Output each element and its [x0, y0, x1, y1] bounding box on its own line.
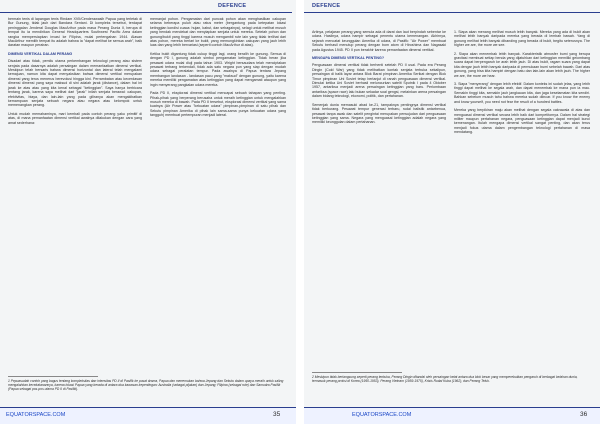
left-page: [0, 0, 296, 424]
right-column-1: [312, 30, 446, 129]
paragraph: memanjat pohon. Pengamatan dari puncak pohon akan menghasilkan cakupan selama beberapa puluh atau ratus meter (bergantung pada ketepatan lokasi ketinggian kondisi cuaca: hujan, kabut, dan sebagainya), selagi untuk melihat musuh yang hendak mendekat dan menyiapkan senjata untuk mereka. Setelah pohon dan gunung/bukit yang tinggi karena musuh mengambil rute lain yang tidak terlihat dari atas pohon, mereka berlari ke bukit, yang memungkinkan cakupan yang jauh lebih luas dan yang lebih bervariasi (seperti contoh MacArthur di atas).: [150, 17, 286, 48]
header-rule: [304, 12, 600, 13]
page-number: 36: [580, 411, 588, 418]
paragraph: Mereka yang berpikiran maju akan melihat dengan segala cakrawala di atas dan menguasai dimensi vertikal secara lebih baik dari kompetitornya. Dalam hal strategi militer maupun pertahanan negara, penguasaan ketinggian dapat menjadi kunci kemenangan. Itulah mengapa dimensi vertikal sangat penting, dan akan terus menjadi fokus utama dalam pengembangan teknologi pertahanan di masa mendatang.: [454, 108, 590, 135]
section-title: DEFENCE: [218, 3, 247, 9]
paragraph: Pada PD II, eksplorasi dimensi vertikal mencapai sebuah tahapan yang penting. Pihak-pihak yang berperang berusaha untuk meraih ketinggian untuk mengalahkan musuh mereka di bawah. Pada PD II tersebut, eksplorasi dimensi vertikal yang sama kuatnya (Air Power atau "kekuatan udara" pimpinan-pimpinan di satu pihak dan Sekutu pimpinan Amerika di pihak lain sama-sama punya kekuatan udara yang tangguh) membuat pertempuran menjadi lateral.: [150, 91, 286, 118]
page-gutter: [296, 0, 304, 424]
site-link[interactable]: EQUATORSPACE.COM: [352, 412, 412, 418]
footnote-rule: [8, 376, 98, 377]
right-page-header: [304, 0, 600, 14]
footnote: 2 Meskipun tidak berlangsung seperti perang terbuka, Perang Dingin ditandai oleh persaingan ketat antara dua blok besar yang memperebutkan pengaruh di berbagai belahan dunia, termasuk perang proksi di Korea (1950-1953), Perang Vietnam (1959-1975), Krisis Rudal Kuba (1962), dan Perang Teluk.: [312, 375, 578, 384]
paragraph: Untuk mudah memahaminya, mari kembali pada contoh perang yaku primitif di atas, di mana pemanfaatan dimensi vertikal awalnya dilakukan dengan cara yang amat sederhana:: [8, 111, 142, 125]
header-rule: [0, 12, 292, 13]
left-page-header: [0, 0, 296, 14]
paragraph: Artinya, pelajaran perang yang semula ada di darat dan laut berpindah sebentar ke udara. Hasilnya, udara hampir sebagai penentu utama kemenangan. Akhirnya, sejarah mencatat keunggulan Amerika di udara, di Pasifik: "Air Power" membuat Sekutu berhasil menutup perang dengan bom atom di Hiroshima dan Nagasaki pada Agustus 1945. PD II pun berakhir karena pemanfaatan dimensi vertikal.: [312, 30, 446, 52]
paragraph: Semenjak dunia memasuki abad ke-21, tampaknya pentingnya dimensi vertikal tidak berkurang. Pesawat tempur generasi terbaru, rudal balistik antarbenua, pesawat tanpa awak dan satelit pengintai merupakan perwujudan dari penguasaan ketinggian yang sama. Negara yang menguasai ketinggian adalah negara yang memiliki keunggulan dalam pertahanan.: [312, 102, 446, 125]
paragraph: Disadari atau tidak, pemilu utama perkembangan teknologi perang atau sistem senjata pada dasarnya adalah persaingan dalam memanfaatkan dimensi vertikal. Meskipun telah bersaris bahwa dimensi horizontal dan lateral telah mengalami kemajuan, namun kita dapat menyaksikan bahwa dimensi vertikal merupakan dimensi yang terus menerus berevolusi hingga kini. Perrambatan atau kecerdasan dimensi dimensi yang saya maksud di sini adalah jarak (distance), dalam hal ini jarak ke atas atau yang kita kenal sebagai "ketinggian". Saya hanya berbicara tentang jarak, karena saya melihat dari "jarak" inilah senjata berawal: cakupan, efektivitas, biaya, dan lain-lain yang pada giliranya akan mengakibatkan kemampuan senjata sebuah negara atau negara atau kelompok untuk memenangkan perang.: [8, 59, 142, 108]
right-page-footer: [304, 407, 600, 424]
footnote: 1 Pepuasudah contoh yang bagus tentang kompleksitas dan intensitas PD II di Pasifik ke pusat drama, Papua dan menemukan bahwa Jepang dan Sekutu dalam upaya meraih untuk saling mengalahkan kecekatanannya, karena lokasi Papua yang berada di antara dua kawasan kepentingan: Australia (sebagai pijakan) dan Jepang; Filipina (sebagai rute) dan Samudra Pasifik (Papua sebagai pos-pos utama PD II di Pasifik).: [8, 379, 284, 392]
left-page-footer: [0, 407, 296, 424]
section-heading: DIMENSI VERTIKAL DALAM PERANG: [8, 51, 73, 56]
section-heading: MENGAPA DIMENSI VERTIKAL PENTING?: [312, 56, 385, 61]
paragraph: 1. Siapa akan menang melihat musuh lebih banyak. Mereka yang ada di bukit akan melihat lebih banyak daripada mereka yang berada di lembah bawah. Yang di gunung melihat lebih banyak dibanding yang berada di bukit, begitu seterusnya. The higher we are, the more we see.: [454, 30, 590, 48]
paragraph: Ketika bukit digantung tidak cukup tinggi lagi, orang beralih ke gunung. Semua di dengan PD I, gunung adalah simbol pengamatan ketinggian. Tidak heran jika pesawat udara mulai diuji pada tahun 1903. Wright bersaudara telah menciptakan pesawat terbang terkendali, tidak ada satu negara pun yang siap dengan mudah udara sebagai peralatan tempur. Pada awalnya di Papua tentara Jepang membangun landasan - landasan pacu yang "maksud" dengan gunung, yaitu karena mereka memiliki pengamatan atas ketinggian yang dapat mengamati ataupun yang ingin menyerang pangkalan udara mereka.: [150, 51, 286, 87]
paragraph: 3. Siapa "menyerang" dengan lebih efektif. Dalam konteks ini sudah jelas, yang lebih tinggi dapat melihat ke segala arah, dan dapat menembak ke mana pun ia mau. Semakin tinggi kita, semakin jauh jangkauan kita, dan jaga keselamatan kita sendiri. Bahkan sebelum musuh tahu bahwa mereka sudah diincar. If you know the enemy and know yourself, you need not fear the result of a hundred battles.: [454, 82, 590, 104]
paragraph: 2. Siapa akan menembak lebih banyak. Karakteristik atmosfer bumi yang berupa gravitasi membuat setiap benda yang dijatuhkan dari ketinggian memiliki gelombang suara dapat berpengaruh ke arah lebih jauh. Di atas bukit, ragam suara yang dapat kita dengar jauh lebih banyak daripada di permukaan bumi sebelah bawah. Dari atas gunung, yang bisa kita hampiri dengan batu dan lain-lain akan lebih jauh. The higher we are, the more we hear.: [454, 51, 590, 78]
page-number: 35: [273, 411, 281, 418]
right-column-2: [454, 30, 590, 139]
site-link[interactable]: EQUATORSPACE.COM: [6, 412, 66, 418]
left-column-1: [8, 17, 142, 129]
left-column-2: [150, 17, 286, 122]
paragraph: Penguasaan dimensi vertikal tidak berhenti setelah PD II usai. Pada era Perang Dingin (Cold War) yang tidak melibatkan kontak senjata terbuka sekalipun, persaingan di balik layar antara Blok Barat pimpinan Amerika Serikat dengan Blok Timur pimpinan Uni Soviet tetap berlanjut di ranah penguasaan dimensi vertikal. Dimulai ketika Uni Soviet berhasil meluncurkan satelit Sputnik I pada 4 Oktober 1957, antariksa menjadi arena persaingan ketinggian yang baru. Perlombaan antariksa (space race) lalu bukan sekadar soal gengsi, melainkan arena persaingan dalam bidang teknologi, ekonomi, politik, dan pertahanan.: [312, 63, 446, 99]
right-page: [304, 0, 600, 424]
section-title: DEFENCE: [312, 3, 341, 9]
footnote-rule: [312, 372, 402, 373]
paragraph: bermain tenis di lapangan tenis Rindam XVII/Cenderawasih Papua yang terletak di Bur Gunung, tidak jauh dari Bandara Sentani. Di kompleks tersebut, terdapat peninggalan Jenderal Douglas MacArthur pada masa Perang Dunia II, berupa di tempat itu ia mendirikan General Headquarters Southwest Pacific Area dalam rangka mempersiapkan invasi ke Filipina, mulai pertengahan 1944. Alasan MacArthur memilih tempat itu adalah bahwa ia "dapat melihat ke semua arah", baik daratan maupun perairan.: [8, 17, 142, 48]
